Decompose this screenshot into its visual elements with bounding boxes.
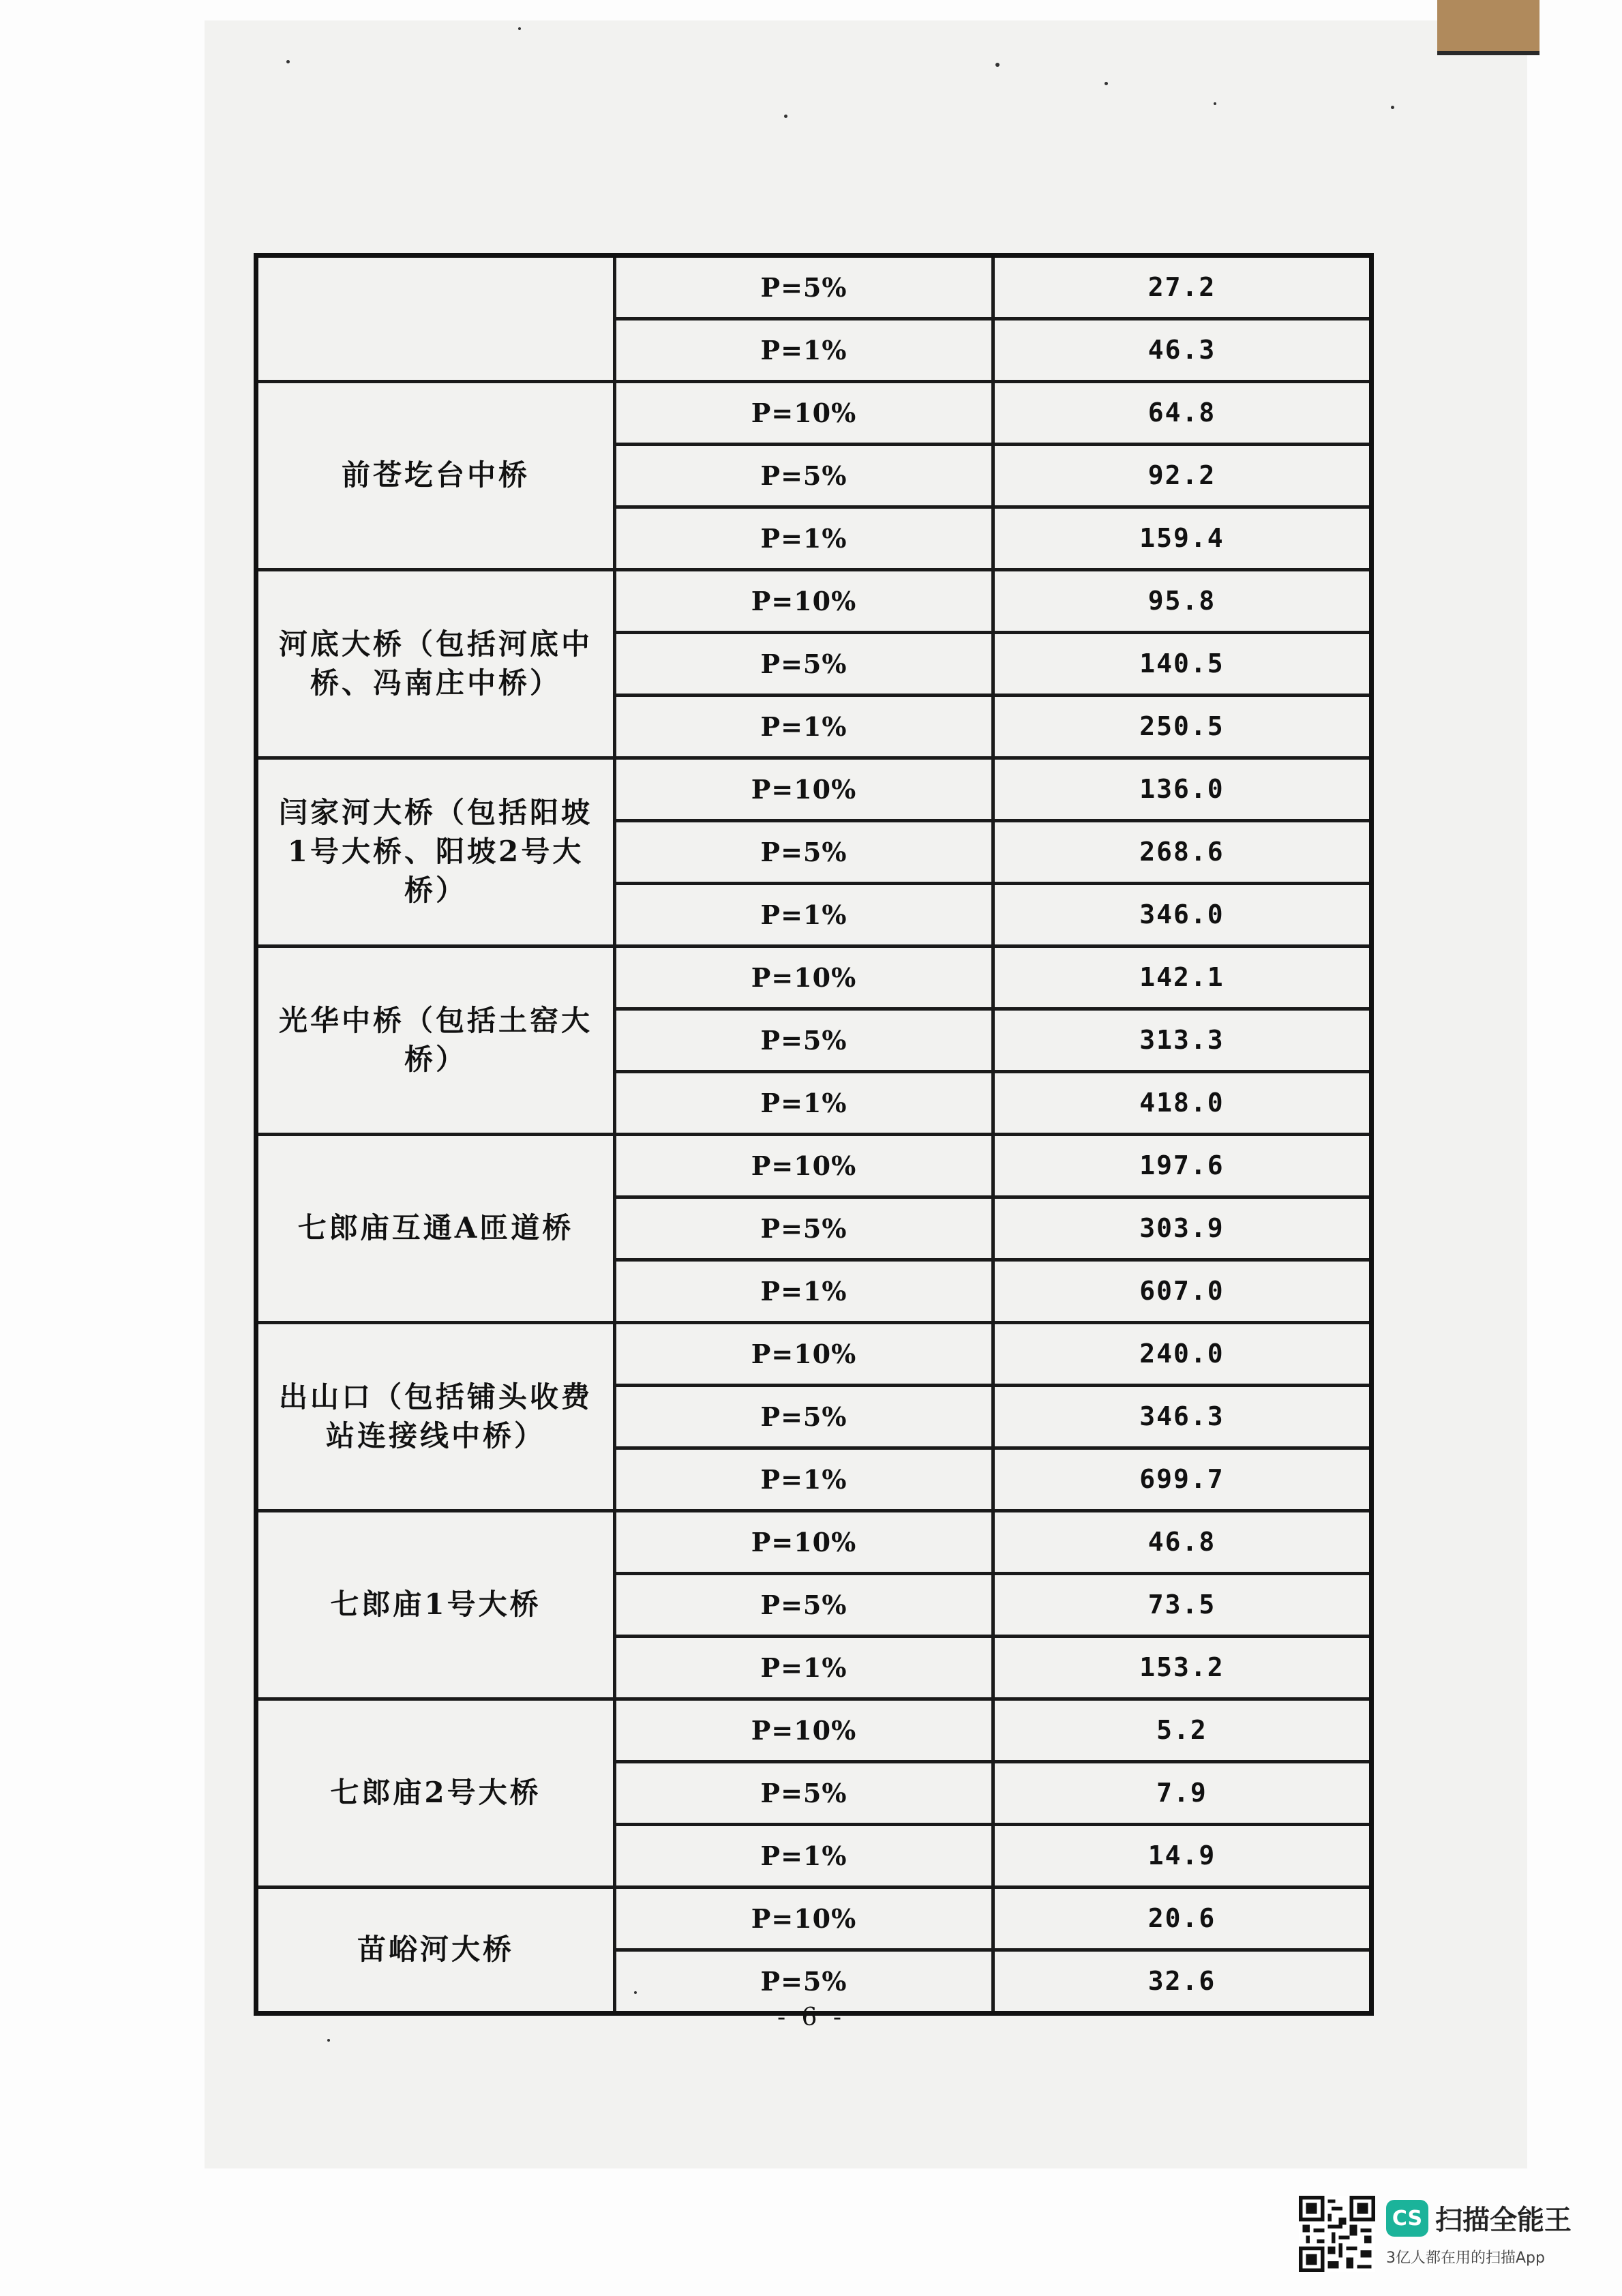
table-row xyxy=(256,570,1372,633)
frequency-cell: P=10% xyxy=(615,1699,993,1762)
table-row xyxy=(256,1135,1372,1197)
frequency-cell: P=10% xyxy=(615,1888,993,1950)
discharge-value-cell: 64.8 xyxy=(993,382,1372,445)
discharge-value-cell: 153.2 xyxy=(993,1637,1372,1699)
discharge-value-cell: 346.0 xyxy=(993,884,1372,946)
frequency-cell: P=1% xyxy=(615,1637,993,1699)
discharge-table-container xyxy=(254,253,1369,1997)
discharge-value-cell: 699.7 xyxy=(993,1448,1372,1511)
frequency-cell: P=5% xyxy=(615,1009,993,1072)
scan-speck xyxy=(518,27,521,30)
table-row xyxy=(256,256,1372,319)
frequency-cell: P=5% xyxy=(615,1950,993,2014)
frequency-cell: P=1% xyxy=(615,1260,993,1323)
frequency-cell: P=5% xyxy=(615,633,993,696)
discharge-value-cell: 303.9 xyxy=(993,1197,1372,1260)
discharge-value-cell: 14.9 xyxy=(993,1825,1372,1888)
frequency-cell: P=1% xyxy=(615,319,993,382)
bridge-name-cell: 七郎庙2号大桥 xyxy=(256,1699,615,1888)
bridge-name-cell: 光华中桥（包括土窑大桥） xyxy=(256,946,615,1135)
scanner-watermark xyxy=(1299,2194,1592,2276)
bridge-name-cell: 河底大桥（包括河底中桥、冯南庄中桥） xyxy=(256,570,615,758)
table-row xyxy=(256,758,1372,821)
scan-speck xyxy=(634,1991,637,1994)
frequency-cell: P=10% xyxy=(615,382,993,445)
frequency-cell: P=5% xyxy=(615,256,993,319)
discharge-value-cell: 250.5 xyxy=(993,696,1372,758)
discharge-value-cell: 142.1 xyxy=(993,946,1372,1009)
frequency-cell: P=5% xyxy=(615,1574,993,1637)
discharge-value-cell: 268.6 xyxy=(993,821,1372,884)
discharge-value-cell: 27.2 xyxy=(993,256,1372,319)
table-row xyxy=(256,1699,1372,1762)
frequency-cell: P=10% xyxy=(615,570,993,633)
bridge-name-cell: 七郎庙互通A匝道桥 xyxy=(256,1135,615,1323)
scan-speck xyxy=(784,115,787,118)
bridge-name-cell: 前苍圪台中桥 xyxy=(256,382,615,570)
scan-speck xyxy=(1214,102,1216,105)
discharge-value-cell: 32.6 xyxy=(993,1950,1372,2014)
discharge-value-cell: 240.0 xyxy=(993,1323,1372,1386)
discharge-value-cell: 73.5 xyxy=(993,1574,1372,1637)
frequency-cell: P=10% xyxy=(615,1135,993,1197)
discharge-value-cell: 20.6 xyxy=(993,1888,1372,1950)
bridge-name-cell: 苗峪河大桥 xyxy=(256,1888,615,2014)
scan-speck xyxy=(1105,82,1108,85)
bridge-name-cell: 出山口（包括铺头收费站连接线中桥） xyxy=(256,1323,615,1511)
table-row xyxy=(256,1888,1372,1950)
frequency-cell: P=10% xyxy=(615,758,993,821)
frequency-cell: P=1% xyxy=(615,1072,993,1135)
discharge-value-cell: 159.4 xyxy=(993,507,1372,570)
frequency-cell: P=5% xyxy=(615,1386,993,1448)
discharge-value-cell: 95.8 xyxy=(993,570,1372,633)
discharge-value-cell: 197.6 xyxy=(993,1135,1372,1197)
frequency-cell: P=1% xyxy=(615,1448,993,1511)
frequency-cell: P=1% xyxy=(615,696,993,758)
scan-speck xyxy=(286,60,290,63)
scan-speck xyxy=(1391,106,1394,109)
discharge-value-cell: 46.3 xyxy=(993,319,1372,382)
discharge-value-cell: 92.2 xyxy=(993,445,1372,507)
frequency-cell: P=1% xyxy=(615,884,993,946)
frequency-cell: P=1% xyxy=(615,507,993,570)
bridge-name-cell xyxy=(256,256,615,382)
scan-speck xyxy=(995,63,1000,67)
table-row xyxy=(256,1323,1372,1386)
discharge-value-cell: 7.9 xyxy=(993,1762,1372,1825)
table-row xyxy=(256,382,1372,445)
discharge-table xyxy=(254,253,1374,2016)
bridge-name-cell: 七郎庙1号大桥 xyxy=(256,1511,615,1699)
frequency-cell: P=5% xyxy=(615,1197,993,1260)
frequency-cell: P=10% xyxy=(615,1323,993,1386)
discharge-value-cell: 5.2 xyxy=(993,1699,1372,1762)
frequency-cell: P=5% xyxy=(615,1762,993,1825)
frequency-cell: P=5% xyxy=(615,445,993,507)
cs-logo-icon: CS xyxy=(1386,2200,1428,2237)
frequency-cell: P=10% xyxy=(615,1511,993,1574)
discharge-value-cell: 346.3 xyxy=(993,1386,1372,1448)
table-row xyxy=(256,946,1372,1009)
discharge-value-cell: 313.3 xyxy=(993,1009,1372,1072)
folder-corner xyxy=(1437,0,1540,55)
scanner-app-name: 扫描全能王 xyxy=(1435,2205,1572,2236)
discharge-value-cell: 46.8 xyxy=(993,1511,1372,1574)
bridge-name-cell: 闫家河大桥（包括阳坡1号大桥、阳坡2号大桥） xyxy=(256,758,615,946)
discharge-value-cell: 140.5 xyxy=(993,633,1372,696)
qr-code-icon xyxy=(1299,2196,1375,2272)
frequency-cell: P=1% xyxy=(615,1825,993,1888)
discharge-value-cell: 418.0 xyxy=(993,1072,1372,1135)
discharge-table-body xyxy=(256,256,1372,2014)
discharge-value-cell: 136.0 xyxy=(993,758,1372,821)
frequency-cell: P=10% xyxy=(615,946,993,1009)
frequency-cell: P=5% xyxy=(615,821,993,884)
discharge-value-cell: 607.0 xyxy=(993,1260,1372,1323)
page-number: - 6 - xyxy=(777,2003,846,2031)
table-row xyxy=(256,1511,1372,1574)
scan-speck xyxy=(327,2039,330,2042)
scanner-slogan: 3亿人都在用的扫描App xyxy=(1386,2250,1545,2267)
